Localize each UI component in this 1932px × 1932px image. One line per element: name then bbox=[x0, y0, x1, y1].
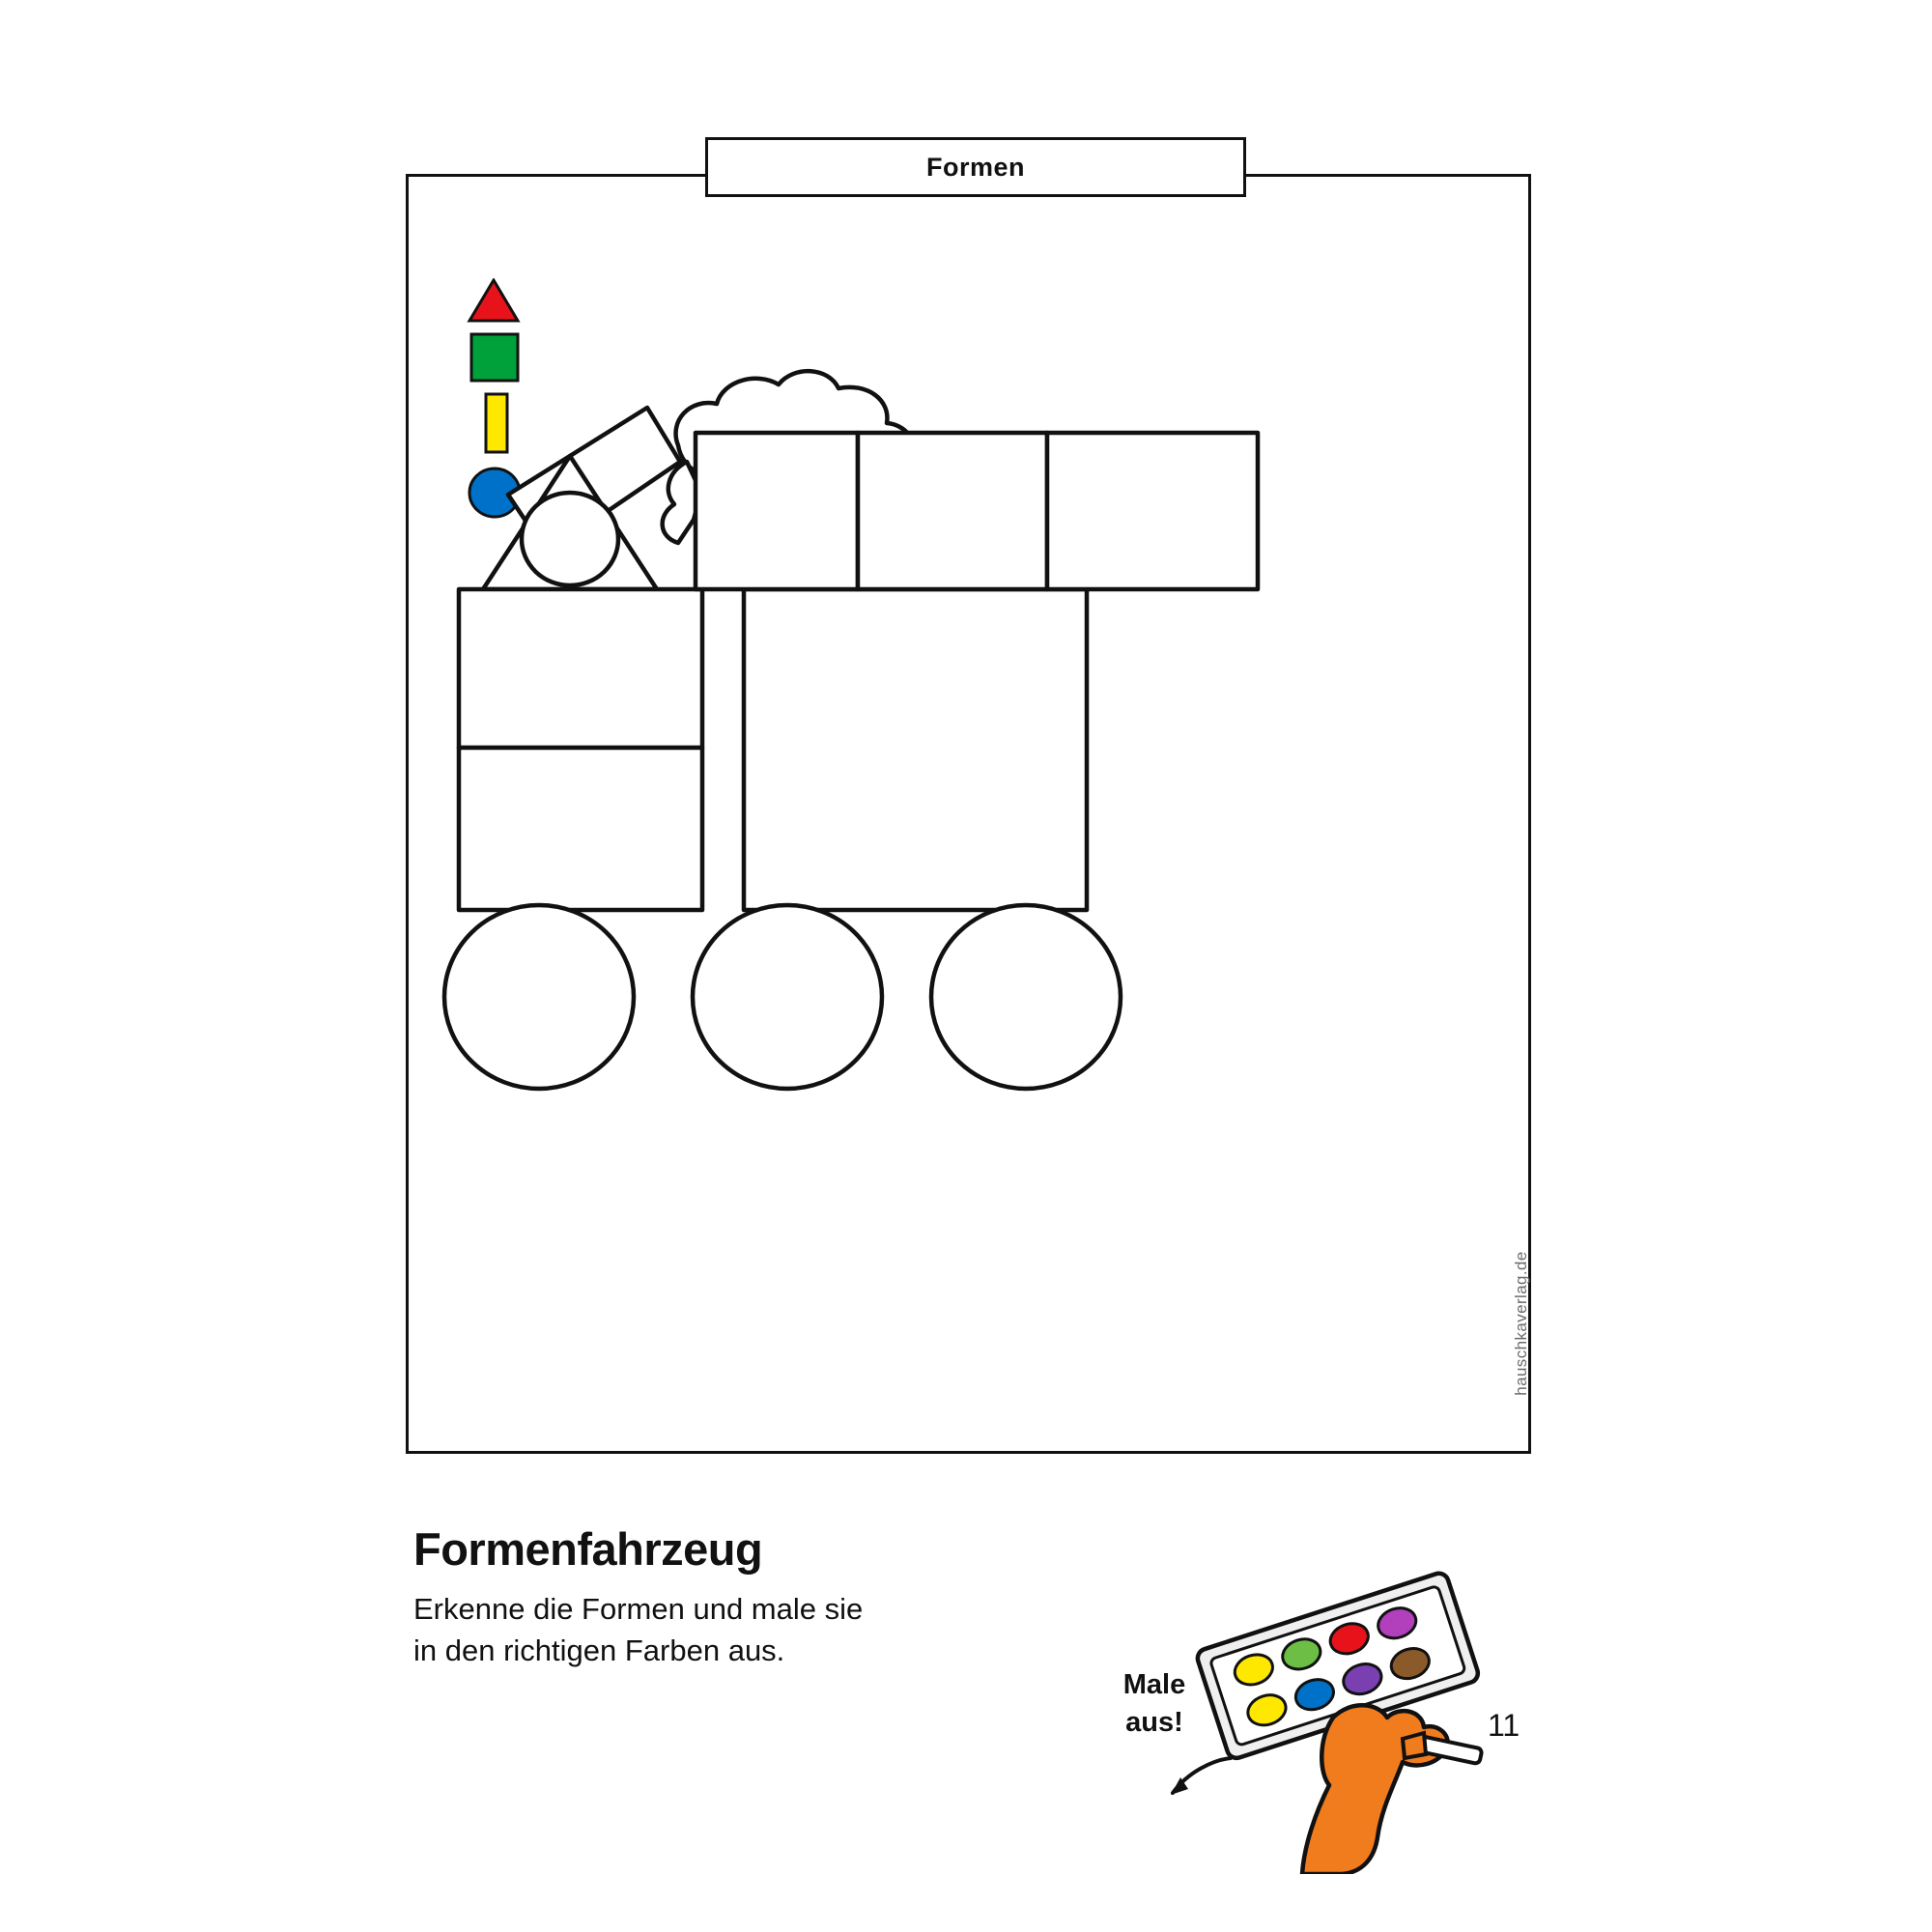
shape-train-outline bbox=[415, 348, 1521, 1391]
paint-prompt-line-1: Male bbox=[1122, 1669, 1186, 1700]
wagon-top-rectangle-middle bbox=[858, 433, 1047, 589]
page-title: Formenfahrzeug bbox=[413, 1523, 763, 1575]
wagon-top-rectangle-right bbox=[1047, 433, 1258, 589]
publisher-credit-label: hauschkaverlag.de bbox=[1512, 1251, 1531, 1396]
page-number: 11 bbox=[1488, 1708, 1520, 1743]
header-tab-label: Formen bbox=[925, 152, 1025, 182]
instruction-line-1: Erkenne die Formen und male sie bbox=[413, 1592, 864, 1626]
cabin-window-circle bbox=[522, 493, 618, 585]
wagon-top-rectangle-left bbox=[696, 433, 858, 589]
cabin-lower-rectangle bbox=[459, 748, 702, 910]
watercolor-paint-set bbox=[1188, 1555, 1507, 1874]
cabin-body-square bbox=[459, 589, 702, 748]
instruction-text bbox=[413, 1589, 1012, 1672]
train-svg bbox=[415, 348, 1521, 1391]
header-tab bbox=[705, 137, 1246, 197]
instruction-line-2: in den richtigen Farben aus. bbox=[413, 1633, 785, 1667]
caption-block bbox=[413, 1523, 1012, 1672]
publisher-credit bbox=[1507, 1212, 1536, 1435]
wagon-body-square bbox=[744, 589, 1087, 910]
paint-set-svg bbox=[1188, 1555, 1507, 1874]
paint-prompt-line-2: aus! bbox=[1125, 1707, 1183, 1739]
wheel-middle-circle bbox=[693, 905, 882, 1089]
wheel-right-circle bbox=[931, 905, 1121, 1089]
wheel-left-circle bbox=[444, 905, 634, 1089]
key-triangle-icon bbox=[469, 280, 518, 321]
